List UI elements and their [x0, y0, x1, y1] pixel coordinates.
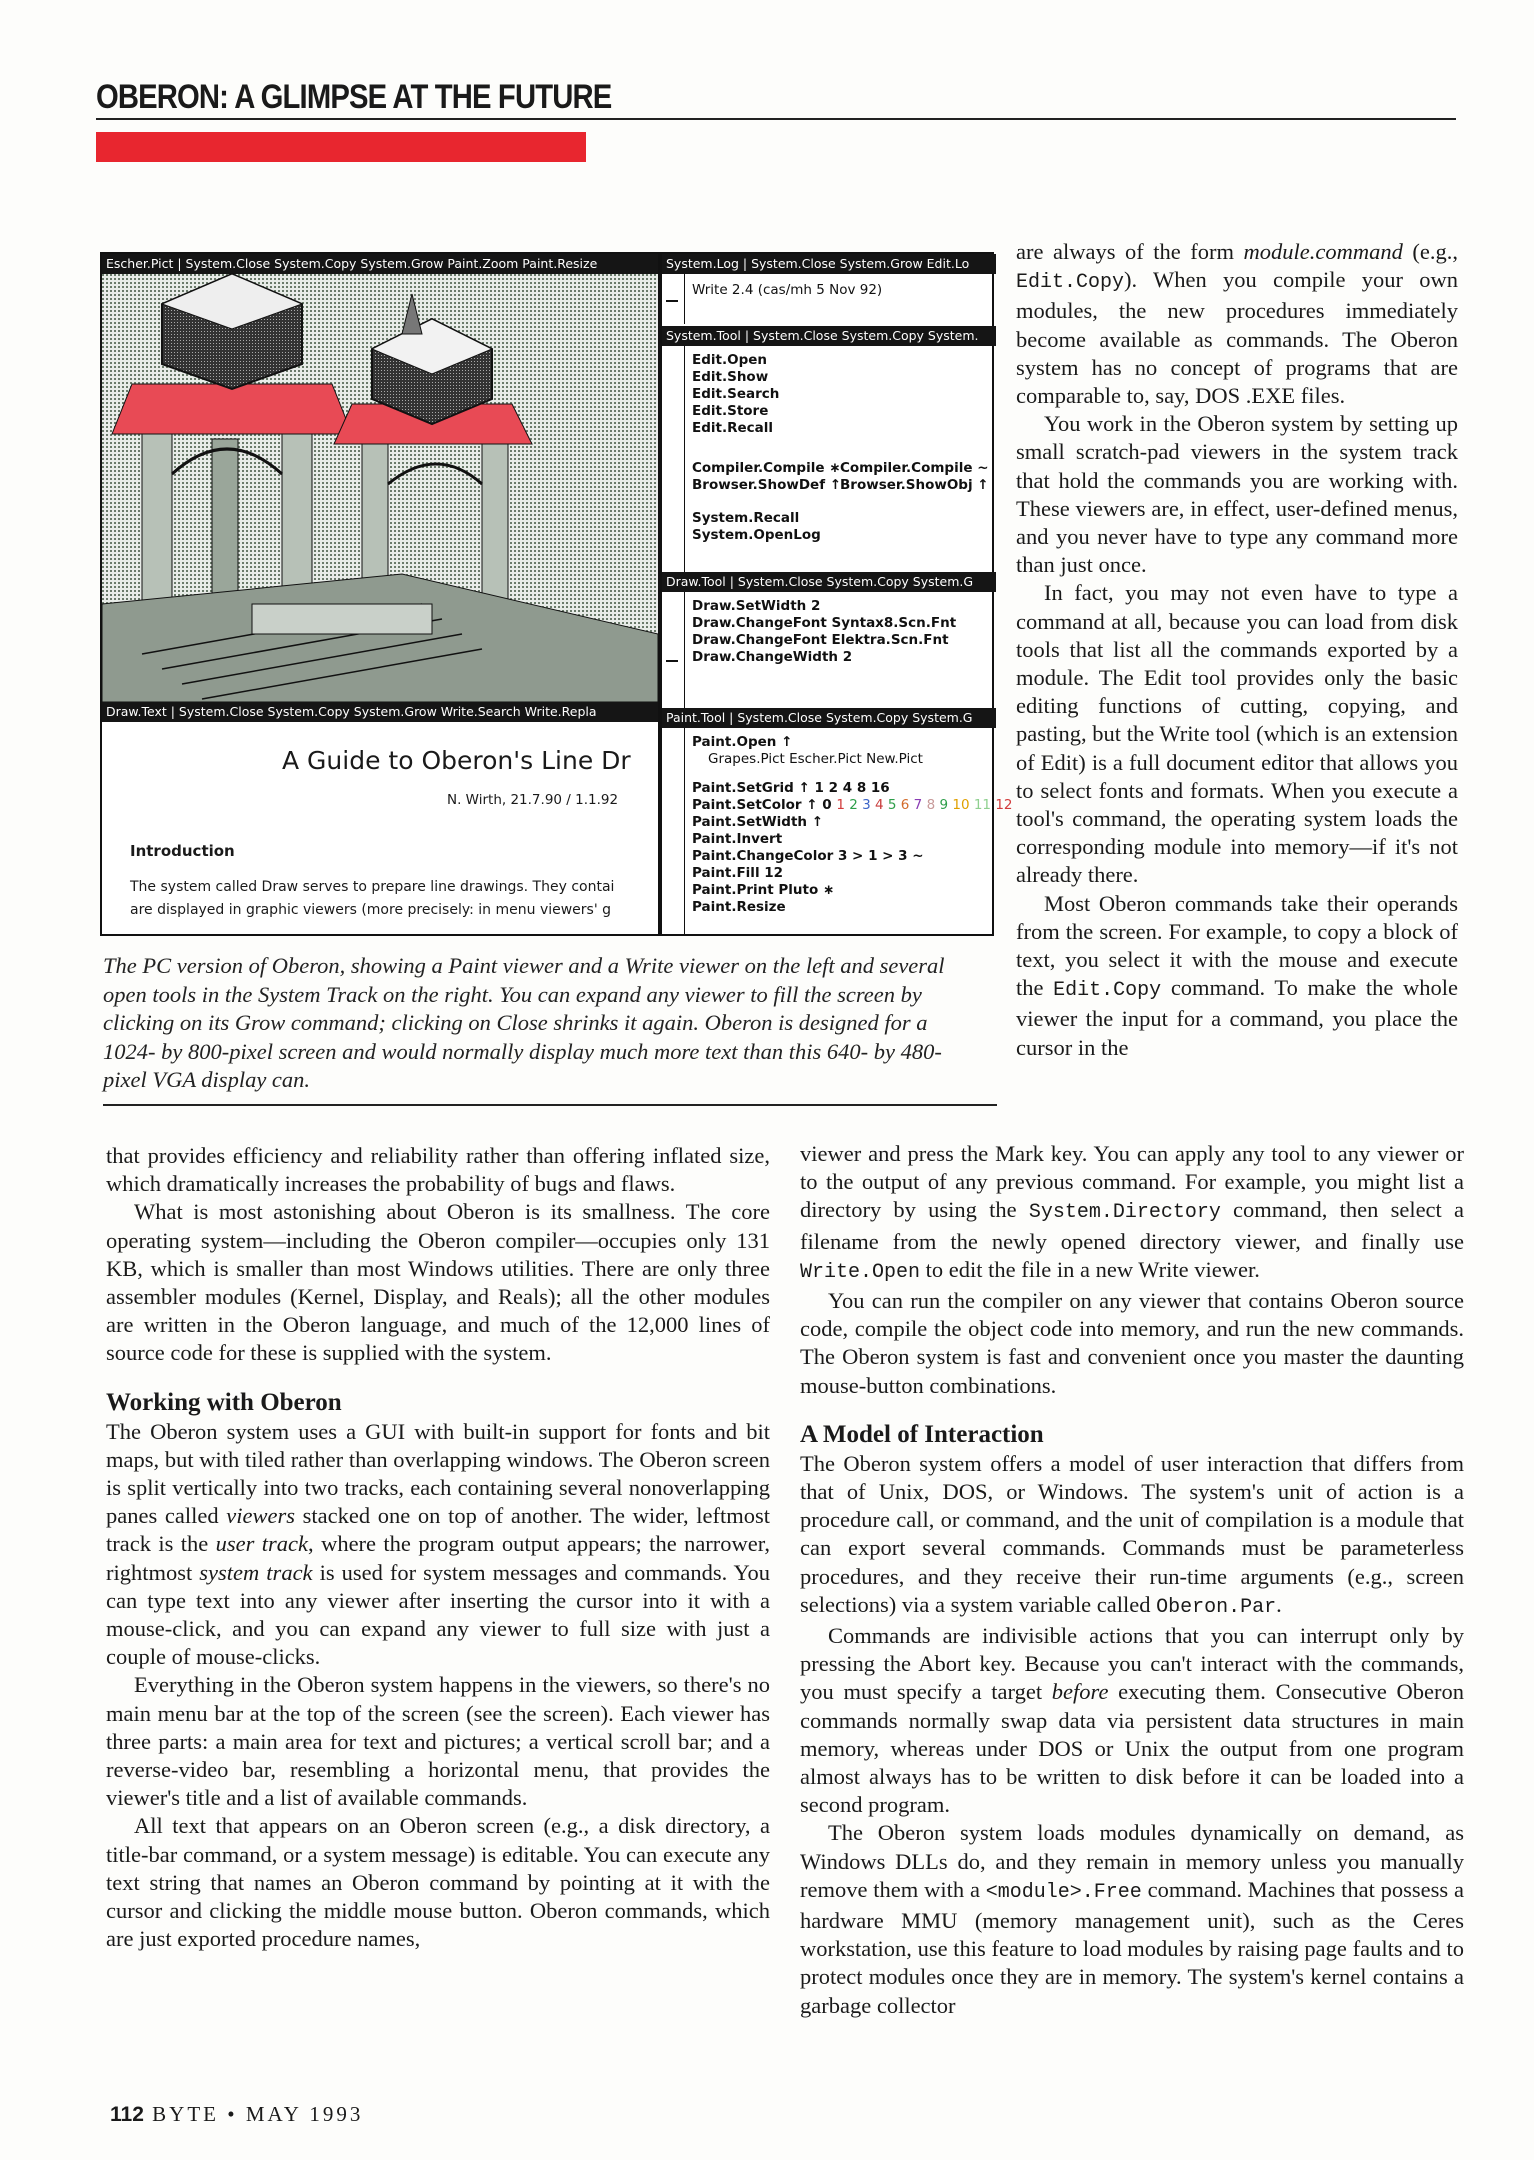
tool-command[interactable]: Edit.Store	[692, 403, 769, 419]
system-log-viewer	[662, 274, 992, 324]
running-header-title: OBERON: A GLIMPSE AT THE FUTURE	[96, 78, 612, 116]
color-number: 10	[948, 797, 970, 813]
doc-heading: Introduction	[130, 842, 235, 860]
section-heading: Working with Oberon	[106, 1388, 342, 1416]
figure-caption: The PC version of Oberon, showing a Paint viewer and a Write viewer on the left and several open tools in the System Track on the right. You can expand any viewer to fill the screen by clicking on its Grow command; clicking on Close shrinks it again. Oberon is designed for a 1024- by 800-pixel screen and would normally display much more text than this 640- by 480-pixel VGA display can.	[103, 953, 945, 1093]
color-number: 9	[935, 797, 949, 813]
paragraph: Everything in the Oberon system happens in the viewers, so there's no main menu bar at the top of the screen (see the screen). Each viewer has three parts: a main area for text and pictures; a vertical scroll bar; and a reverse-video bar, resembling a horizontal menu, that provides the viewer's title and a list of available commands.	[106, 1672, 770, 1811]
magazine-issue: BYTE • MAY 1993	[152, 2102, 364, 2126]
tool-command[interactable]: Paint.Invert	[692, 831, 783, 847]
caption-rule	[103, 1104, 997, 1106]
scroll-bar[interactable]	[662, 274, 685, 324]
header-accent-bar	[96, 132, 586, 162]
color-number: 4	[870, 797, 884, 813]
write-viewer	[102, 724, 658, 934]
doc-title: A Guide to Oberon's Line Dr	[282, 746, 631, 775]
scroll-bar[interactable]	[662, 346, 685, 572]
paragraph: that provides efficiency and reliability rather than offering inflated size, which dramatically increases the probability of bugs and flaws.	[106, 1143, 770, 1197]
log-text: Write 2.4 (cas/mh 5 Nov 92)	[692, 282, 883, 298]
tool-command[interactable]: Draw.ChangeFont Syntax8.Scn.Fnt	[692, 615, 957, 631]
paragraph: Commands are indivisible actions that you can interrupt only by pressing the Abort key. Because you can't interact with the commands, you must specify a target before executing them. Consecutive Oberon commands normally swap data via persistent data structures in main memory, whereas under DOS or Unix the output from one program almost always has to be written to disk before it can be loaded into a second program.	[800, 1623, 1465, 1818]
paragraph: What is most astonishing about Oberon is its smallness. The core operating system—including the Oberon compiler—occupies only 131 KB, which is smaller than most Windows utilities. There are only three assembler modules (Kernel, Display, and Reals); all the other modules are written in the Oberon language, and much of the 12,000 lines of source code for these is supplied with the system.	[106, 1199, 770, 1366]
tool-command[interactable]: Paint.Fill 12	[692, 865, 784, 881]
paint-setcolor-line[interactable]	[692, 797, 1013, 814]
doc-body-line-2: are displayed in graphic viewers (more precisely: in menu viewers' g	[130, 902, 612, 918]
color-number: 12	[991, 797, 1013, 813]
color-number: 2	[844, 797, 858, 813]
tool-command[interactable]: Compiler.Compile ∗	[692, 460, 841, 476]
doc-body-line-1: The system called Draw serves to prepare line drawings. They contai	[130, 879, 615, 895]
tool-command[interactable]: System.OpenLog	[692, 527, 821, 543]
page-number: 112	[110, 2103, 144, 2126]
left-column	[106, 1142, 770, 1953]
doc-author: N. Wirth, 21.7.90 / 1.1.92	[447, 792, 619, 808]
right-column	[800, 1140, 1464, 2020]
tool-command[interactable]: Paint.Open ↑	[692, 734, 793, 750]
paragraph: The Oberon system offers a model of user interaction that differs from that of Unix, DOS, or Windows. The system's unit of action is a procedure call, or command, and the unit of compilation is a module that can export several commands. Commands must be parameterless procedures, and they receive their run-time arguments (e.g., screen selections) via a system variable called Oberon.Par.	[800, 1450, 1464, 1619]
paragraph: are always of the form module.command (e.g., Edit.Copy). When you compile your own modules, the new procedures immediately become available as commands. The Oberon system has no concept of programs that are comparable to, say, DOS .EXE files.	[1016, 239, 1458, 409]
color-number: 11	[969, 797, 992, 813]
system-log-titlebar[interactable]: System.Log | System.Close System.Grow Edit.Lo	[662, 254, 996, 274]
tool-command[interactable]: Draw.ChangeWidth 2	[692, 649, 853, 665]
paragraph: Most Oberon commands take their operands from the screen. For example, to copy a block of text, you select it with the mouse and execute the Edit.Copy command. To make the whole viewer the input for a command, you place the cursor in the	[1016, 890, 1458, 1060]
paint-tool-titlebar[interactable]: Paint.Tool | System.Close System.Copy System.G	[662, 708, 996, 728]
paragraph: You work in the Oberon system by setting up small scratch-pad viewers in the system track that hold the commands you are working with. These viewers are, in effect, user-defined menus, and you never have to type any command more than just once.	[1016, 411, 1458, 578]
escher-picture	[102, 274, 658, 702]
tool-command[interactable]: Paint.Resize	[692, 899, 786, 915]
tool-command[interactable]: Edit.Recall	[692, 420, 774, 436]
tool-command[interactable]: Browser.ShowDef ↑	[692, 477, 842, 493]
color-number: 7	[909, 797, 923, 813]
tool-command[interactable]: Paint.SetColor ↑ 0	[692, 797, 832, 813]
paragraph: You can run the compiler on any viewer that contains Oberon source code, compile the object code into memory, and run the new commands. The Oberon system is fast and convenient once you master the daunting mouse-button combinations.	[800, 1288, 1464, 1398]
system-tool-viewer	[662, 346, 992, 572]
draw-text-titlebar[interactable]: Draw.Text | System.Close System.Copy System.Grow Write.Search Write.Repla	[102, 702, 658, 722]
system-tool-titlebar[interactable]: System.Tool | System.Close System.Copy System.	[662, 326, 996, 346]
tool-command[interactable]: Paint.SetWidth ↑	[692, 814, 824, 830]
paragraph: The Oberon system uses a GUI with built-in support for fonts and bit maps, but with tiled rather than overlapping windows. The Oberon screen is split vertically into two tracks, each containing several nonoverlapping panes called viewers stacked one on top of another. The wider, leftmost track is the user track, where the program output appears; the narrower, rightmost system track is used for system messages and commands. You can type text into any viewer after inserting the cursor into it with a mouse-click, and you can expand any viewer to full size with just a couple of mouse-clicks.	[106, 1418, 770, 1670]
tool-command[interactable]: Edit.Open	[692, 352, 768, 368]
color-number: 1	[836, 797, 845, 813]
tool-command[interactable]: Paint.ChangeColor 3 > 1 > 3 ~	[692, 848, 924, 864]
escher-drawing	[102, 274, 658, 702]
scroll-mark-icon	[666, 660, 678, 662]
tool-command[interactable]: Draw.SetWidth 2	[692, 598, 821, 614]
paragraph: In fact, you may not even have to type a command at all, because you can load from disk tools that list all the commands exported by a module. The Edit tool provides only the basic editing functions of cutting, copying, and pasting, but the Write tool (which is an extension of Edit) is a full document editor that allows you to select fonts and formats. When you execute a tool's command, the operating system loads the corresponding module into memory—if it's not already there.	[1016, 580, 1458, 888]
tool-command[interactable]: Edit.Show	[692, 369, 769, 385]
color-number: 5	[883, 797, 897, 813]
color-number: 6	[896, 797, 910, 813]
tool-command[interactable]: Draw.ChangeFont Elektra.Scn.Fnt	[692, 632, 949, 648]
tool-command[interactable]: Compiler.Compile ~	[840, 460, 989, 476]
page-footer	[110, 2102, 363, 2127]
paragraph: The Oberon system loads modules dynamically on demand, as Windows DLLs do, and they remain in memory unless you manually remove them with a <module>.Free command. Machines that possess a hardware MMU (memory management unit), such as the Ceres workstation, use this feature to load modules by raising page faults and to protect modules once they are in memory. The system's kernel contains a garbage collector	[800, 1820, 1464, 2018]
tool-command[interactable]: Paint.SetGrid ↑ 1 2 4 8 16	[692, 780, 890, 796]
draw-tool-viewer	[662, 592, 992, 708]
oberon-screenshot	[100, 252, 1013, 936]
section-heading: A Model of Interaction	[800, 1420, 1044, 1448]
tool-command[interactable]: Paint.Print Pluto ∗	[692, 882, 835, 898]
pict-viewer-titlebar[interactable]: Escher.Pict | System.Close System.Copy System.Grow Paint.Zoom Paint.Resize	[102, 254, 658, 274]
tool-command[interactable]: System.Recall	[692, 510, 800, 526]
tool-command[interactable]: Edit.Search	[692, 386, 780, 402]
header-rule	[96, 118, 1456, 120]
color-number: 8	[922, 797, 936, 813]
draw-tool-titlebar[interactable]: Draw.Tool | System.Close System.Copy System.G	[662, 572, 996, 592]
paint-file-list[interactable]: Grapes.Pict Escher.Pict New.Pict	[708, 751, 923, 767]
scroll-bar[interactable]	[662, 592, 685, 708]
paragraph: All text that appears on an Oberon screen (e.g., a disk directory, a title-bar command, or a system message) is editable. You can execute any text string that names an Oberon command by pointing at it with the cursor and clicking the middle mouse button. Oberon commands, which are just exported procedure names,	[106, 1813, 770, 1952]
tool-command[interactable]: Browser.ShowObj ↑	[840, 477, 989, 493]
color-number-list	[836, 797, 1012, 813]
paragraph: viewer and press the Mark key. You can apply any tool to any viewer or to the output of any previous command. For example, you might list a directory by using the System.Directory command, then select a filename from the newly opened directory viewer, and finally use Write.Open to edit the file in a new Write viewer.	[800, 1141, 1464, 1284]
paint-tool-viewer	[662, 728, 1013, 934]
scroll-mark-icon	[666, 300, 678, 302]
right-column-top	[1016, 238, 1458, 1062]
color-number: 3	[857, 797, 871, 813]
scroll-bar[interactable]	[662, 728, 685, 934]
